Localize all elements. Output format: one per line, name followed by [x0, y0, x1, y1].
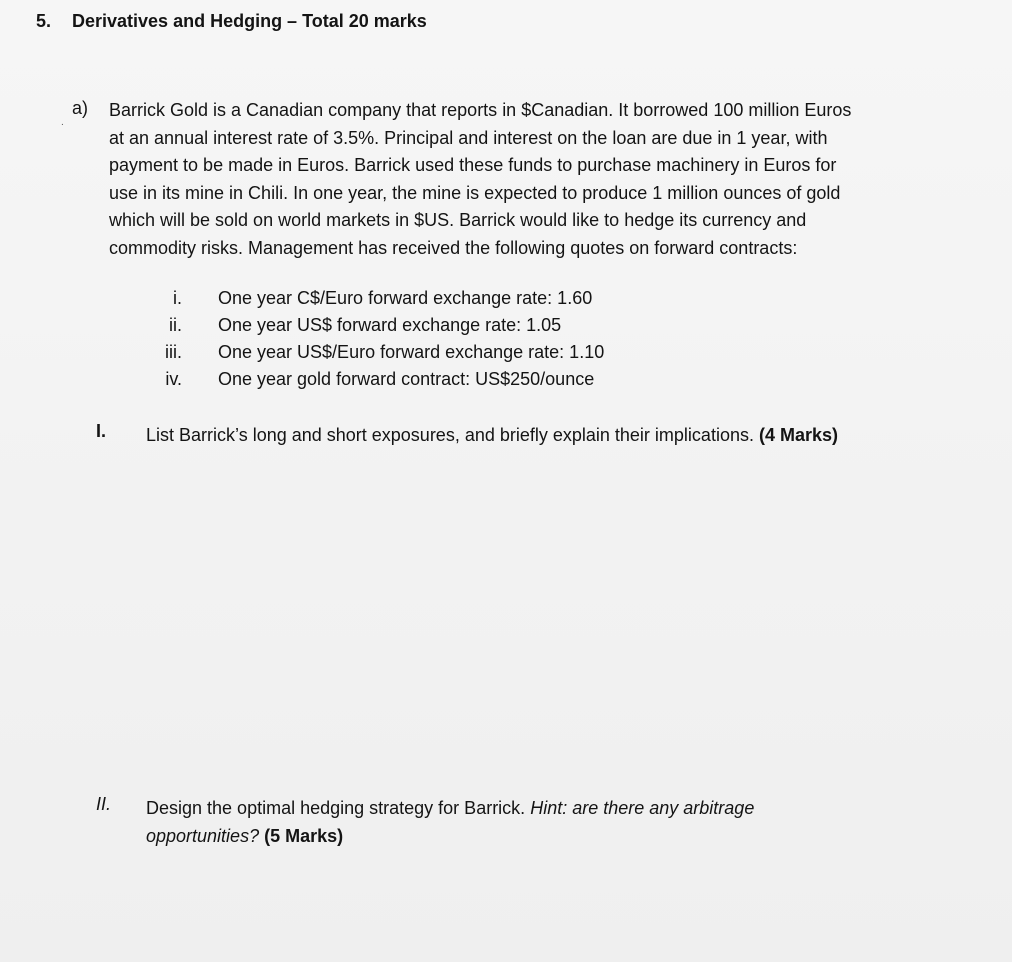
paragraph-line: commodity risks. Management has received the following quotes on forward contracts: [109, 237, 798, 258]
sub-question-body: List Barrick’s long and short exposures, and briefly explain their implications. [146, 425, 754, 445]
section-heading [36, 11, 427, 32]
quote-item [150, 366, 604, 393]
sub-question-text [146, 421, 838, 449]
question-a-paragraph [109, 97, 969, 262]
margin-marker: . [61, 117, 64, 128]
quote-number: iv. [165, 369, 182, 389]
sub-question-numeral: I. [96, 421, 107, 441]
quote-item [150, 285, 604, 312]
quote-item [150, 312, 604, 339]
paragraph-line: at an annual interest rate of 3.5%. Principal and interest on the loan are due in 1 year, with [109, 127, 828, 148]
marks-label: (4 Marks) [758, 425, 839, 445]
section-title: Derivatives and Hedging – Total 20 marks [72, 11, 427, 31]
quote-text: One year US$ forward exchange rate: 1.05 [218, 315, 562, 335]
section-number: 5. [36, 11, 52, 31]
sub-question-body: Design the optimal hedging strategy for Barrick. [146, 798, 526, 818]
paragraph-line: payment to be made in Euros. Barrick used these funds to purchase machinery in Euros for [109, 155, 837, 175]
question-a-label: a) [72, 98, 89, 118]
sub-question-numeral: II. [96, 794, 112, 814]
hint-text: Hint: are there any arbitrage [530, 798, 755, 818]
paragraph-line: Barrick Gold is a Canadian company that reports in $Canadian. It borrowed 100 million Euros [109, 100, 852, 120]
quote-number: i. [173, 288, 182, 308]
marks-label: (5 Marks) [264, 826, 344, 846]
quote-text: One year C$/Euro forward exchange rate: 1.60 [218, 288, 593, 308]
sub-question-text [146, 794, 754, 850]
forward-quotes-list [150, 285, 604, 393]
quote-text: One year gold forward contract: US$250/ounce [218, 369, 595, 389]
quote-item [150, 339, 604, 366]
quote-text: One year US$/Euro forward exchange rate: 1.10 [218, 342, 605, 362]
quote-number: ii. [169, 315, 182, 335]
paragraph-line: use in its mine in Chili. In one year, the mine is expected to produce 1 million ounces of gold [109, 182, 841, 203]
hint-text-continued: opportunities? [146, 826, 260, 846]
paragraph-line: which will be sold on world markets in $US. Barrick would like to hedge its currency and [109, 210, 807, 230]
quote-number: iii. [165, 342, 182, 362]
